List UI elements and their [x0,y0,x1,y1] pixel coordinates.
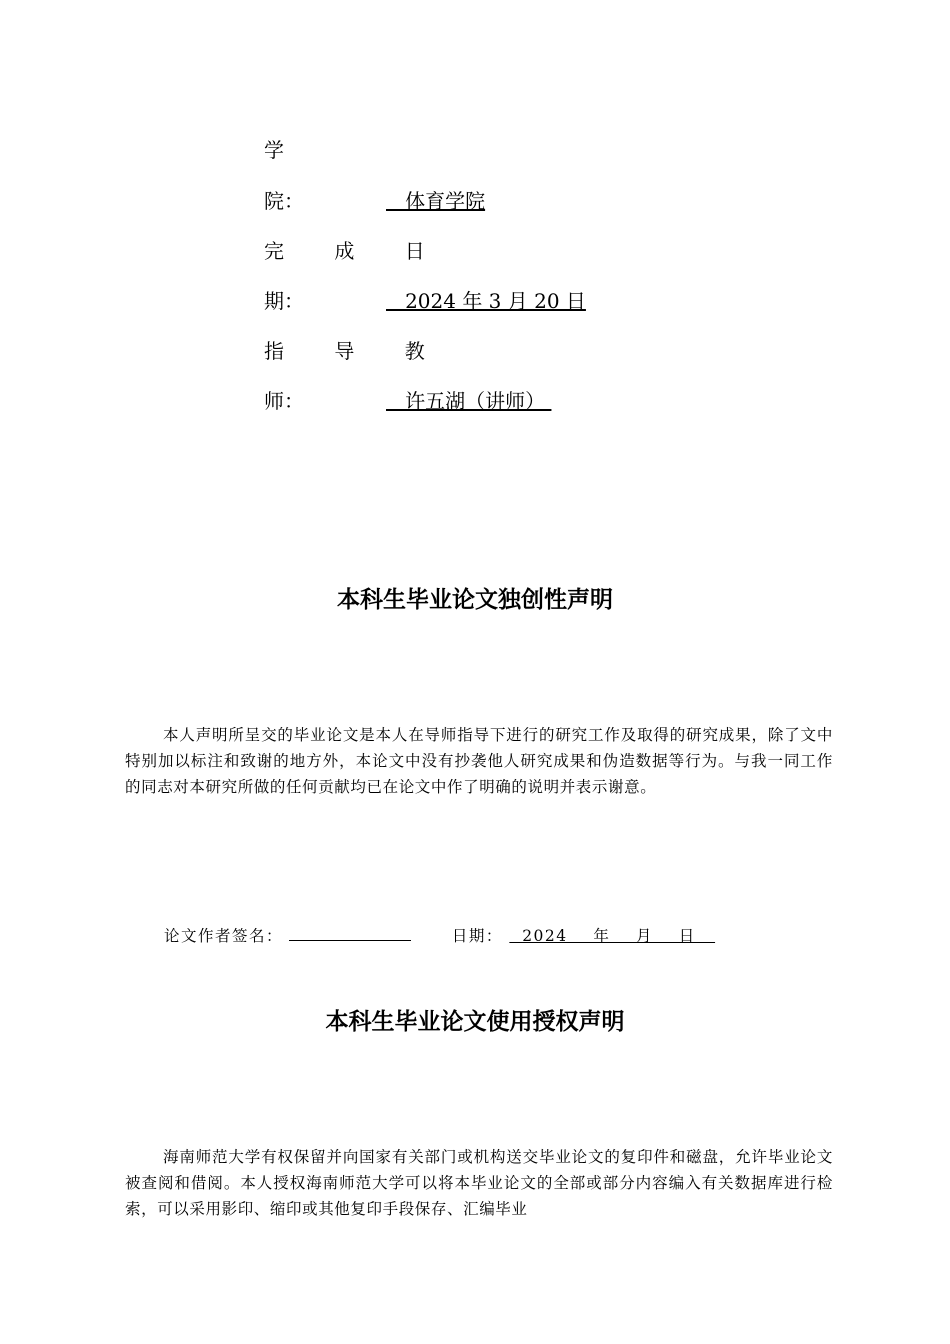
college-label-line2: 院： [264,189,304,213]
originality-title: 本科生毕业论文独创性声明 [337,587,613,613]
advisor-label-line2: 师： [264,389,304,413]
college-label-line1: 学 [264,138,284,162]
signature-line [164,924,715,948]
authorization-body: 海南师范大学有权保留并向国家有关部门或机构送交毕业论文的复印件和磁盘，允许毕业论文被查阅和借阅。本人授权海南师范大学可以将本毕业论文的全部或部分内容编入有关数据库进行检索，可以采用影印、缩印或其他复印手段保存、汇编毕业 [125,1148,833,1218]
advisor-label-line1: 指 导 教 [264,339,447,363]
advisor-value: 许五湖（讲师） [386,389,552,413]
authorization-title: 本科生毕业论文使用授权声明 [325,1009,625,1035]
signature-label: 论文作者签名： [164,927,284,945]
signature-blank [289,924,411,941]
signature-date-label: 日期： [451,927,503,945]
date-label-line2: 期： [264,289,304,313]
date-label-line1: 完 成 日 [264,239,447,263]
signature-date-value: 2024 年 月 日 [509,927,716,945]
originality-body: 本人声明所呈交的毕业论文是本人在导师指导下进行的研究工作及取得的研究成果，除了文中特别加以标注和致谢的地方外，本论文中没有抄袭他人研究成果和伪造数据等行为。与我一同工作的同志对本研究所做的任何贡献均已在论文中作了明确的说明并表示谢意。 [125,726,833,796]
completion-date-value: 2024 年 3 月 20 日 [386,289,586,313]
college-value: 体育学院 [386,189,486,213]
